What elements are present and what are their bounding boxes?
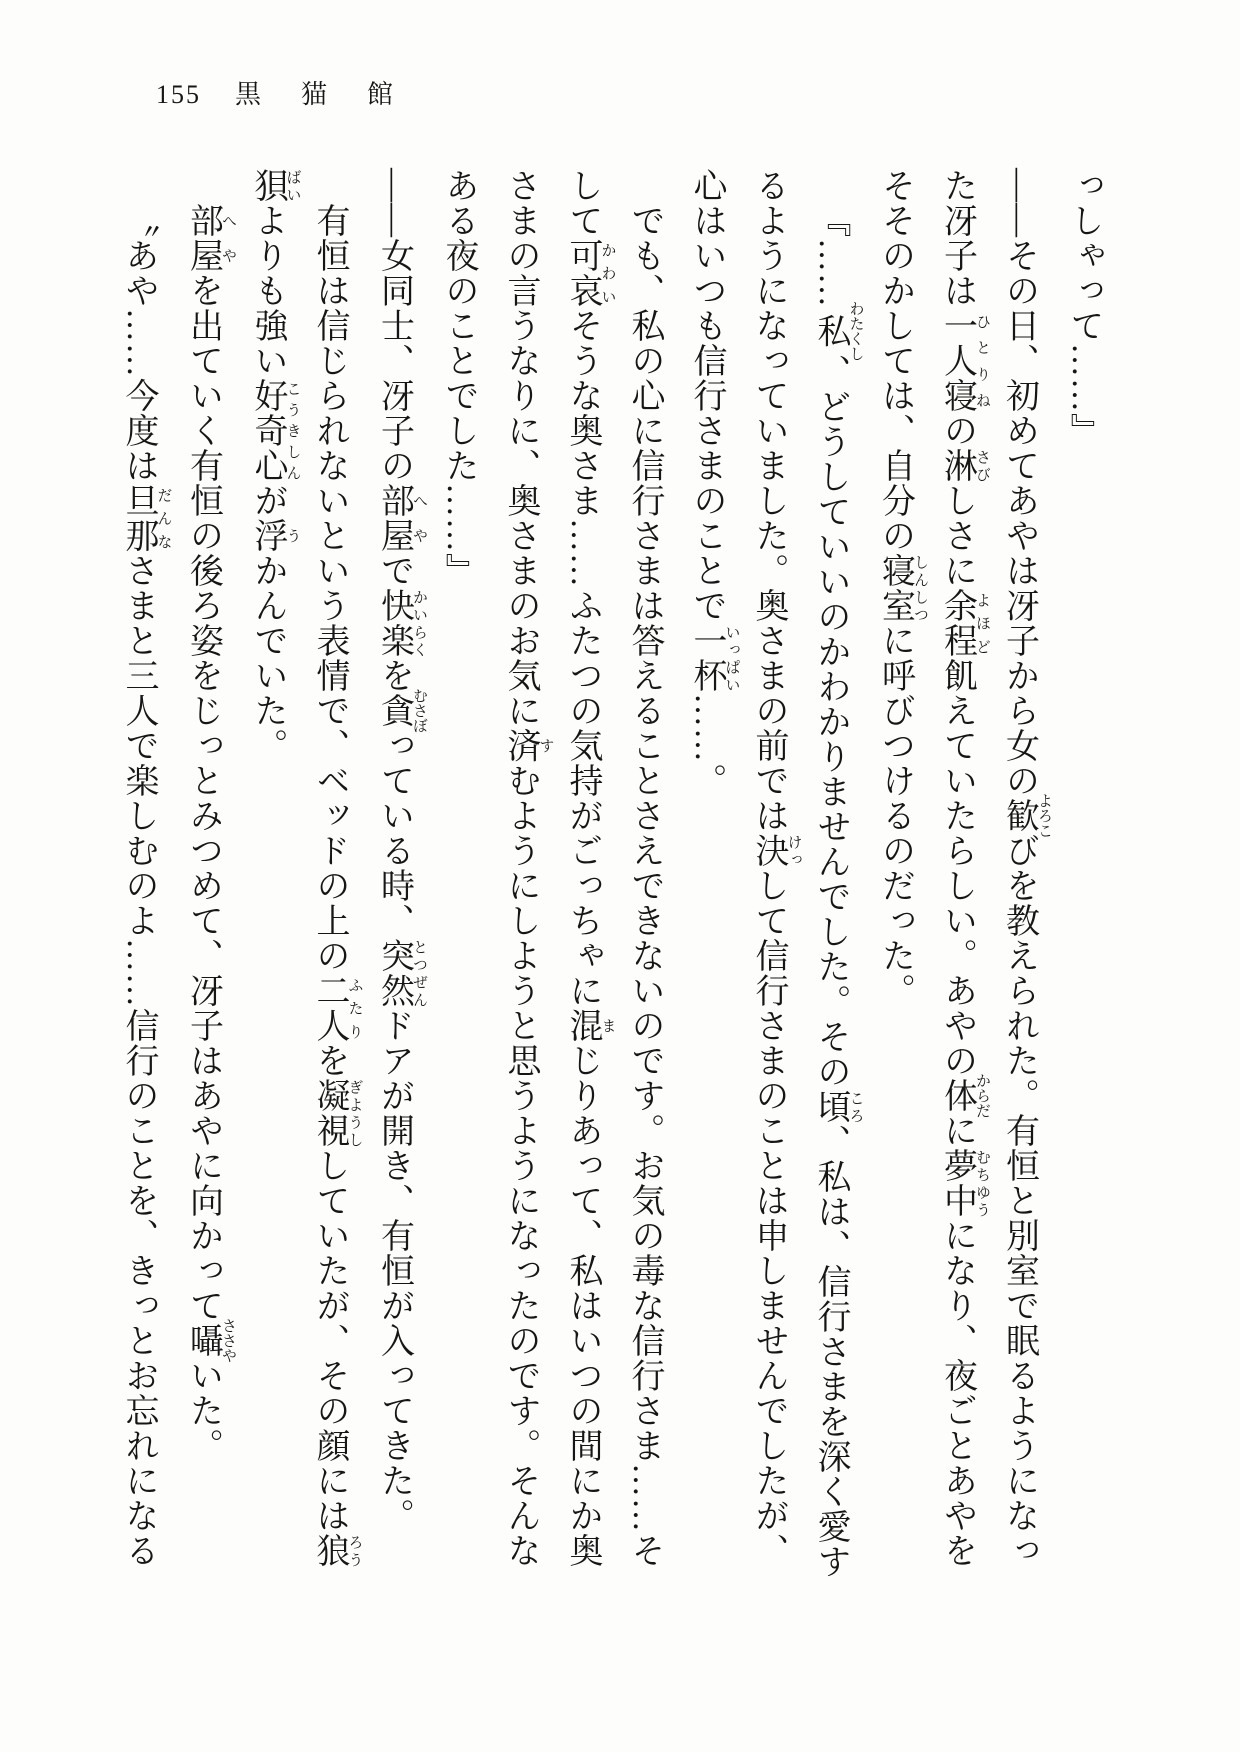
ruby-word: 貪むさぼ — [375, 688, 427, 733]
ruby-word: 私わたくし — [812, 301, 864, 361]
text-run: 、どうしていいのかわかりませんでした。その — [812, 354, 849, 1089]
ruby-word: 体からだ — [938, 1073, 990, 1118]
text-run: を — [311, 1043, 348, 1078]
ruby-word: 囁ささや — [184, 1318, 236, 1363]
ruby-word: 決けっ — [750, 833, 802, 868]
furigana: へや — [220, 203, 236, 273]
paragraph — [675, 168, 864, 1582]
text-run: っしゃって……』 — [1065, 168, 1102, 448]
text-run: しさに — [938, 483, 976, 588]
text-run: むようにしようと思うようになったのです。そんなある夜のことでした……』 — [440, 168, 539, 1568]
paragraph — [864, 168, 1053, 1582]
furigana: ま — [599, 1008, 616, 1043]
furigana: かいらく — [411, 588, 427, 658]
ruby-word: 浮う — [249, 518, 301, 553]
paragraph — [236, 168, 363, 1582]
text-run: っている時、 — [375, 728, 413, 938]
paragraph — [427, 168, 675, 1582]
furigana: す — [537, 728, 554, 763]
ruby-word: 歓よろこ — [1000, 793, 1052, 838]
ruby-word: 一杯いっぱい — [688, 623, 740, 693]
book-title: 黒猫館 — [235, 80, 434, 109]
ruby-word: 可哀かわい — [564, 238, 616, 308]
furigana: とつぜん — [411, 938, 427, 1008]
text-run: 『…… — [812, 203, 849, 308]
page-number: 155 — [156, 80, 201, 109]
text-run: 、私は、信行さまを深く愛するようになっていました。奥さまの前では — [750, 168, 849, 1579]
text-run: でも、私の心に信行さまは答えることさえできないのです。お気の毒な信行さま……そして — [564, 168, 663, 1568]
ruby-word: 快楽かいらく — [375, 588, 427, 658]
furigana: けっ — [785, 833, 802, 868]
text-run: いた。 — [184, 1358, 222, 1463]
paragraph — [363, 168, 428, 1582]
text-run: になり、夜ごとあやをそそのかしては、自分の — [876, 168, 976, 1568]
furigana: ぎようし — [346, 1078, 363, 1148]
ruby-word: 旦那だんな — [120, 483, 172, 553]
furigana: むさぼ — [411, 688, 427, 733]
ruby-word: 部屋へや — [375, 483, 427, 553]
text-run: 〝あや……今度は — [120, 203, 157, 483]
furigana: ふたり — [346, 973, 363, 1043]
furigana: むちゆう — [974, 1148, 990, 1218]
ruby-word: 頃ころ — [812, 1089, 864, 1124]
text-run: の — [938, 413, 976, 448]
ruby-word: 夢中むちゆう — [938, 1148, 990, 1218]
furigana: よほど — [974, 588, 990, 658]
ruby-word: 余程よほど — [938, 588, 990, 658]
furigana: ろう — [346, 1533, 363, 1568]
ruby-word: 淋さび — [938, 448, 990, 483]
text-run: を出ていく有恒の後ろ姿をじっとみつめて、冴子はあやに向かって — [184, 273, 222, 1323]
furigana: かわい — [599, 238, 616, 308]
ruby-word: 凝視ぎようし — [311, 1078, 363, 1148]
text-run: が — [249, 483, 286, 518]
furigana: だんな — [155, 483, 172, 553]
text-run: して信行さまのことは申しませんでしたが、心はいつも信行さまのことで — [688, 168, 787, 1568]
text-run: 有恒は信じられないという表情で、ベッドの上の — [311, 203, 348, 973]
furigana: ささや — [220, 1318, 236, 1363]
furigana: う — [284, 518, 301, 553]
text-run: さまと三人で楽しむのよ……信行のことを、きっとお忘れになる — [120, 553, 157, 1568]
furigana: ころ — [847, 1089, 864, 1124]
text-run: で — [375, 553, 413, 588]
text-run: かんでいた。 — [249, 553, 286, 763]
text-run: ドアが開き、有恒が入ってきた。 — [375, 1008, 413, 1533]
text-block — [120, 168, 1114, 1582]
text-run: よりも強い — [249, 203, 286, 378]
text-run: 飢えていたらしい。あやの — [938, 658, 976, 1078]
ruby-word: 狽ばい — [249, 168, 301, 203]
paragraph — [1052, 168, 1114, 1582]
ruby-word: 寝室しんしつ — [876, 553, 928, 623]
furigana: さび — [974, 448, 990, 483]
text-run: に — [938, 1113, 976, 1148]
furigana: こうきしん — [284, 378, 301, 483]
text-run: じりあって、私はいつの間にか奥さまの言うなりに、奥さまのお気に — [502, 168, 601, 1568]
text-run: ――女同士、冴子の — [375, 168, 413, 483]
text-run: びを教えられた。有恒と別室で眠るようになった冴子は — [938, 168, 1038, 1568]
furigana: からだ — [974, 1073, 990, 1118]
ruby-word: 二人ふたり — [311, 973, 363, 1043]
ruby-word: 済す — [502, 728, 554, 763]
furigana: ばい — [284, 168, 301, 203]
ruby-word: 好奇心こうきしん — [249, 378, 301, 483]
text-run: ……。 — [688, 693, 725, 798]
furigana: よろこ — [1036, 793, 1052, 838]
text-run: に呼びつけるのだった。 — [876, 623, 914, 1008]
furigana: へや — [411, 483, 427, 553]
furigana: ひとりね — [974, 308, 990, 413]
ruby-word: 狼ろう — [311, 1533, 363, 1568]
ruby-word: 混ま — [564, 1008, 616, 1043]
paragraph — [107, 168, 172, 1582]
ruby-word: 一人寝ひとりね — [938, 308, 990, 413]
text-run: を — [375, 658, 413, 693]
furigana: いっぱい — [723, 623, 740, 693]
furigana: わたくし — [847, 301, 864, 361]
ruby-word: 突然とつぜん — [375, 938, 427, 1008]
text-run: ――その日、初めてあやは冴子から女の — [1000, 168, 1038, 798]
text-run: していたが、その顔には — [311, 1148, 348, 1533]
text-run: そうな奥さま……ふたつの気持がごっちゃに — [564, 308, 601, 1008]
running-head — [156, 82, 433, 108]
furigana: しんしつ — [912, 553, 928, 623]
paragraph — [172, 168, 237, 1582]
ruby-word: 部屋へや — [184, 203, 236, 273]
